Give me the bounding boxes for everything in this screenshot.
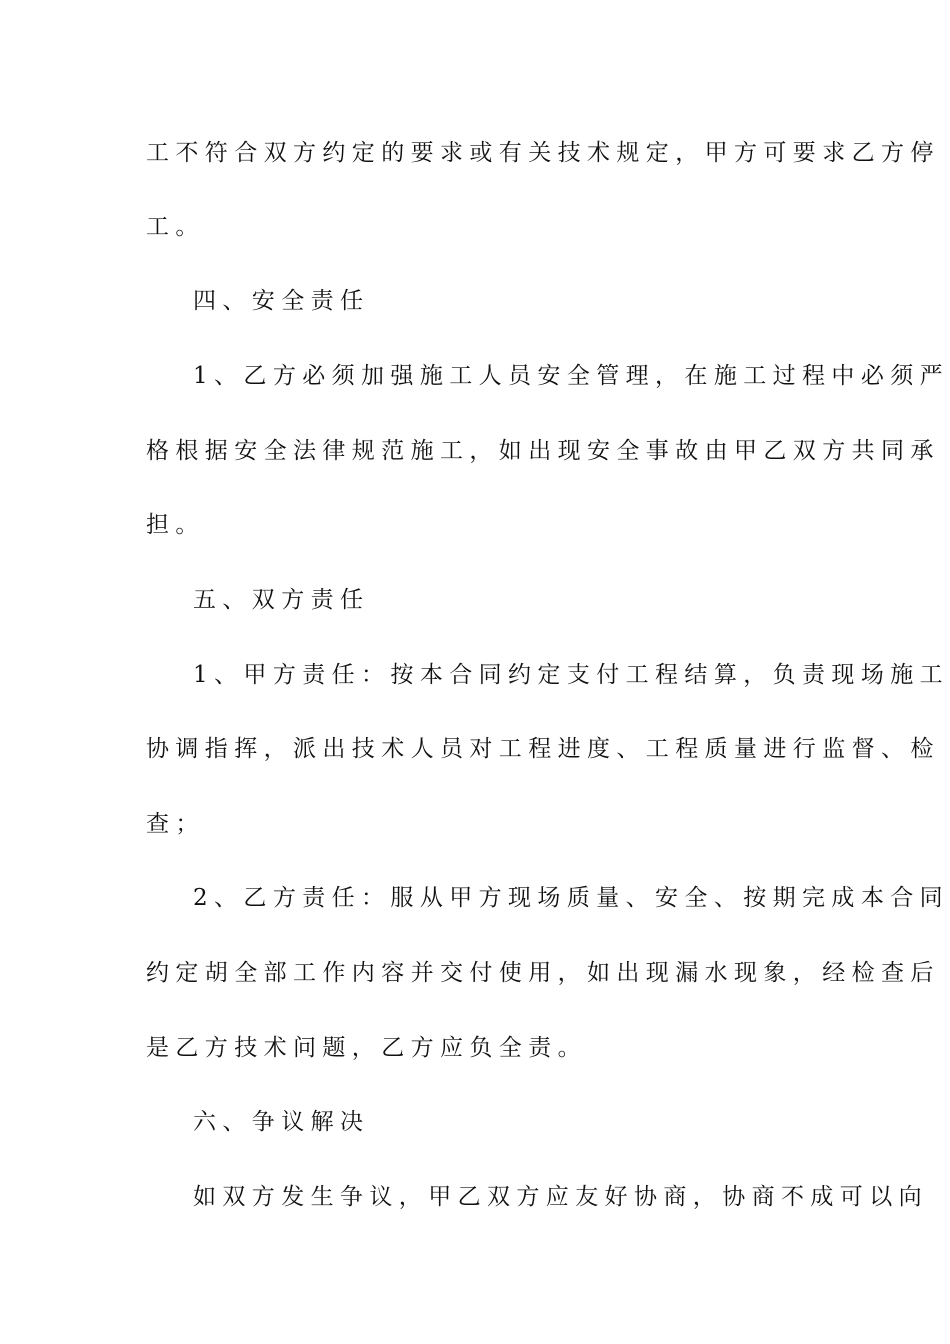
text-line: 如双方发生争议，甲乙双方应友好协商，协商不成可以向: [193, 1184, 928, 1210]
section-heading-safety: 四、安全责任: [193, 288, 370, 314]
text-line: 担。: [146, 512, 205, 538]
text-line: 1、乙方必须加强施工人员安全管理，在施工过程中必须严: [193, 363, 950, 389]
section-heading-responsibilities: 五、双方责任: [193, 587, 370, 613]
section-heading-dispute: 六、争议解决: [193, 1109, 370, 1135]
text-line: 是乙方技术问题，乙方应负全责。: [146, 1035, 587, 1061]
text-line: 工不符合双方约定的要求或有关技术规定，甲方可要求乙方停: [146, 140, 940, 166]
text-line: 约定胡全部工作内容并交付使用，如出现漏水现象，经检查后: [146, 960, 940, 986]
text-line: 协调指挥，派出技术人员对工程进度、工程质量进行监督、检: [146, 736, 940, 762]
text-line: 2、乙方责任：服从甲方现场质量、安全、按期完成本合同: [193, 885, 950, 911]
text-line: 查；: [146, 811, 205, 837]
text-line: 格根据安全法律规范施工，如出现安全事故由甲乙双方共同承: [146, 438, 940, 464]
text-line: 工。: [146, 214, 205, 240]
text-line: 1、甲方责任：按本合同约定支付工程结算，负责现场施工: [193, 662, 950, 688]
